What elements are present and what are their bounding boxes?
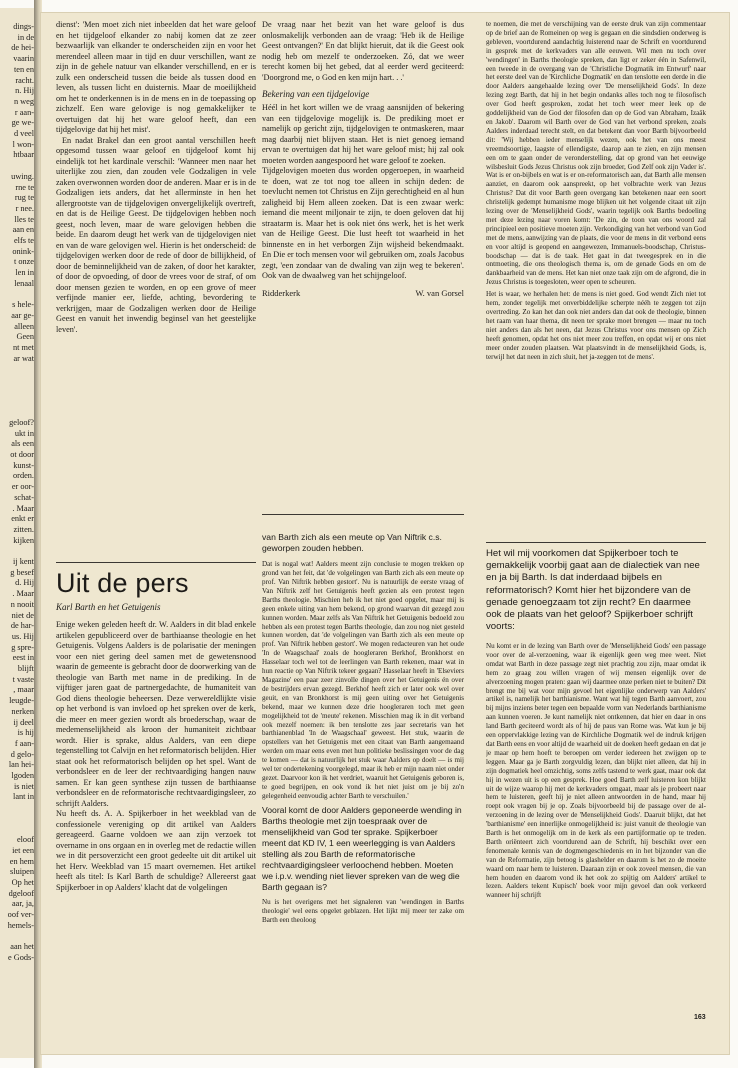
left-page-fragment: t onze [13,257,34,267]
left-page-fragment: elfs te [13,236,34,245]
left-page-fragment: r aan- [14,107,34,117]
column-1-top [56,20,256,560]
left-page-fragment: uwing. [11,171,34,181]
left-page-fragment: aar, ja, [11,899,34,909]
left-page-fragment: er oor- [11,482,34,492]
section-rule-right [486,542,706,543]
col2-paragraph: Héél in het kort willen we de vraag aansnijden of bekering van een tijdgelovige mogelijk is. De prediking moet er namelijk op gericht zijn, tijdgelovigen te ontmaskeren, maar mag daarbij niet blijven staan. Het is niet genoeg iemand ervan te overtuigen dat hij het ware geloof mist; hij zal ook moeten worden aangespoord het ware geloof te zoeken. [262,103,464,165]
left-page-fragment: s hele- [12,300,34,310]
left-page-fragment: hemels- [7,920,34,930]
left-page-fragment: len in [15,268,34,278]
left-page-fragment: ar wat [13,353,34,363]
left-page-fragment: geloof? [9,417,34,427]
left-page-fragment: us. Hij [11,631,34,641]
left-page-fragment: nt met [13,343,34,352]
column-3-bottom [486,642,706,1022]
left-page-fragment: iet een [12,845,34,855]
left-page-fragment: oof ver- [7,910,34,920]
column-2-top [262,20,464,510]
signature-place: Ridderkerk [262,287,301,298]
left-page-fragment: ij kent [13,557,34,566]
left-page-fragment: lles te [14,214,34,224]
left-page-fragment: orden. [13,471,34,481]
left-page-fragment: aan en [12,225,34,235]
col1-paragraph: dienst': 'Men moet zich niet inbeelden dat het ware geloof en het tijdgeloof elkander zo nabij komen dat ze zeer bezwaarlijk van elkander te onderscheiden zijn en voor het merendeel alleen maar in tijd en duur verschillen, want ze zijn in de gehele natuur van elkander verschillend, en er is zulk een onderscheid tussen die beide als tussen dood en leven, als tussen licht en duisternis. Maar de moeilijkheid om het te onderkennen is in de mens en in de toepassing op zichzelf. Een ware gelovige is nog gemakkelijker te overtuigen dat hij het ware geloof heeft, dan een tijdgelovige dat hij het mist'. [56,20,256,134]
left-page-fragment: Geen [16,332,34,342]
lead-text: Het wil mij voorkomen dat Spijkerboer toch te gemakkelijk voorbij gaat aan de dialectiek van nee en ja bij Barth. Is dat inderdaad bijbels en reformatorisch? Komt hier het bijzondere van de genade genoegzaam tot zijn recht? En daarmee ook de plaats van het geloof? Spijkerboer schrijft voorts: [486,548,700,633]
section-kicker: Karl Barth en het Getuigenis [56,602,161,612]
left-page-fragment: leugde- [9,696,34,706]
left-page-fragment: alleen [14,321,34,331]
left-page-fragment: ten en [13,64,34,74]
left-page-fragment: , maar [13,685,34,695]
left-page-fragment: d veel [13,129,34,138]
left-page-fragment: n nooit [10,599,34,609]
col1-paragraph: En nadat Brakel dan een groot aantal verschillen heeft opgesomd tussen waar geloof en tijdgeloof komt hij eindelijk tot het kardinale verschil: 'Wanneer men naar het uiterlijke zou zien, dan zouden vele Godzaligen in vele zaken overwonnen worden door de anderen. Maar er is in de Godzaligen iets anders, dat het allerminste in hen het allergrootste van de tijdgelovigen onvergelijkelijk overtreft, en dat is de Heilige Geest. De tijdgelovigen hebben noch geest, noch leven, maar de ware gelovigen hebben die beide. En daarom deugt het werk van de tijdgelovigen niet en van de ware gelovigen wel. Hierin is het onderscheid: de tijdgelovigen werken door de rede of door de billijkheid, of door de beminnelijkheid van de zaken, of door het karakter, of door de opvoeding, of door de vrees voor de straf, of om door mensen gezien te worden, en op een grove of meer verfijnde manier eer, liefde, achting, bevordering te verkrijgen, maar de Godzaligen werken door de Heilige Geest en vanuit het inwendig beginsel van het geestelijke leven'. [56,135,256,334]
left-page-fragment: l won- [12,139,34,149]
left-page-fragment: dings- [13,22,34,31]
col2-paragraph: Tijdgelovigen moeten dus worden opgeroepen, in waarheid te doen, wat ze tot nog toe alleen in schijn deden: de toevlucht nemen tot Christus en Zijn gerechtigheid en al hun zaligheid bij Hem alleen zoeken. Dat is een zwaar werk: iemand die meent miljonair te zijn, te doen geloven dat hij straatarm is. Maar het is ook niet óns werk, het is het werk van de Heilige Geest. Die lust heeft tot waarheid in het binnenste en in het verborgen Zijn wijsheid bekendmaakt. En Die er toch mensen voor wil gebruiken om, zoals Jacobus zegt, 'een zondaar van de dwaling van zijn weg te bekeren'. Ook van de dwaalweg van het schijngeloof. [262,166,464,280]
left-page-fragment: . Maar [12,503,34,513]
left-page-fragment: niet de [11,610,34,620]
left-page-fragment: racht. [15,75,34,85]
col3-paragraph: te noemen, die met de verschijning van de eerste druk van zijn commentaar op de brief aan de Romeinen op weg is gegaan en die sindsdien onderweg is gebleven, voortdurend aandachtig luisterend naar de Schrift en voortdurend in gesprek met de kerkvaders van alle eeuwen. Wil men nu toch over 'wendingen' in Barths theologie spreken, dan ligt er zeker één in Safenwil, een tweede in de overgang van de 'Christliche Dogmatik im Entwurf' naar het eerste deel van de 'Kirchliche Dogmatik' en dan tenslotte een derde in die door Aalders aangehaalde lezing over 'De menselijkheid Gods'. In deze lezing zegt Barth, dat hij in het begin ondanks alles toch nog te filosofisch over God heeft gesproken, zodat het toch weer meer leek op de goddelijkheid van de God der filosofen dan op de God van Abraham, Izaäk en Jakob'. Daarom wil Barth over de God van het verbond spreken, zoals Aalders inderdaad terecht stelt, en dat betekent dan voor Barth bijvoorbeeld dit: 'Wij hebben ieder menselijk wezen, ook het van ons meest vreemdsoortige, laagste of ellendigste, daarop aan te zien, en zijn mensen een om te gaan onder de veronderstelling, dat op grond van het eeuwige wilsbesluit Gods Jezus Christus ook zijn broeder, God Zelf ook zijn Vader is'. Wat is er on-bijbels en wat is er on-reformatorisch aan, dat Barth alle mensen aanziet, en daarom ook aanspreekt, op het volbrachte werk van Jezus Christus? Dat dit voor Barth geen overgang kan betekenen naar een soort christelijk gedempt humanisme moge blijken uit het volgende citaat uit zijn lezing over de 'Menselijkheid Gods', waarin tegelijk ook Barths bedoeling met deze lezing naar voren komt: 'De zin, de toon van ons woord zal principieel een positieve moeten zijn. Verkondiging van het verbond van God met de mens, aanwijzing van de plaats, die voor de mens in dit verbond eens en voor altijd is geopend en aangewezen, Immanuels-boodschap, Christus-boodschap — dat is de taak. Het gaat in dat tweegesprek en in die ontmoeting, die ons theologisch thema is, om de genade Gods en om de dankbaarheid van de mens. Het kan niet onze taak zijn om de afgrond, die in Jezus Christus is toegesloten, weer open te scheuren. [486,20,706,287]
left-page-fragment: rug te [14,193,34,203]
left-page-fragment: als een [11,439,34,449]
left-page-fragment: de har- [10,621,34,631]
left-page-fragment: dgeloof [8,888,34,898]
quote-text: Dat is nogal wat! Aalders meent zijn conclusie te mogen trekken op grond van het feit, dat 'de volgelingen van Barth zich als een meute op prof. Van Niftrik hebben gestort'. Nu is natuurlijk de eerste vraag of Van Niftrik zelf het Getuigenis heeft gezien als een protest tegen Barths theologie. Mischien heb ik het niet goed opgelet, maar mij is geen enkele uiting van hem bekend, op grond waarvan dit gezegd zou kunnen worden. Maar zelfs als Van Niftrik het Getuigenis bedoeld zou hebben als een protest tegen Barths theologie, dan zou nog niet gesteld kunnen worden, dat 'de volgelingen van Barth zich als een meute op prof. Van Niftrik hebben gestort'. We mogen redacteuren van het oude 'In de Waagschaal' zoals de hoogleraren Berkhof, Bronkhorst en Hasselaar toch wel tot de leerlingen van Barth rekenen, maar wat in hun reactie op Van Niftrik tekeer gegaan? Hasselaar heeft in 'Elseviers Magazine' een paar zeer zinvolle dingen over het Getuigenis én over de bestrijders ervan gezegd. Berkhof heeft zich er later ook wel over geuit, en van Bronkhorst is mij geen uiting over het Getuigenis bekend, maar we kunnen deze drie hoogleraren toch met geen mogelijkheid tot de 'meute' rekenen. Misschien mag ik in dit verband ook mezelf noemen: ik ben tenslotte zes jaar secretaris van het barthianenblad 'In de Waagschaal' geweest. Het stuk, waarin de opstellers van het Getuigenis met een citaat van Barth aangemaand werden om maar eens even met hun politieke beslissingen voor de dag te komen — dat is natuurlijk het stuk waar Aalders op doelt — is mij wel ter ondertekening voorgelegd, maar ik heb er mijn naam niet onder gezet. Daarvoor kon ik het verdriet, waaruit het Getuigenis geboren is, te goed begrijpen, en ook vond ik het niet juist om je bij zo'n gelegenheid eenvoudig achter Barth te verschuilen.' [262,560,464,800]
lead-text: van Barth zich als een meute op Van Niftrik c.s. geworpen zouden hebben. [262,532,442,554]
left-page-fragment: lan hei- [8,760,34,770]
left-page-fragment: onink- [12,246,34,256]
left-page-fragment: . Maar [12,589,34,599]
left-page-fragment: eloof [16,835,34,845]
left-page-fragment: kijken [13,535,34,545]
left-page-fragment: lenaal [14,278,34,288]
left-page-fragment: e Gods- [7,952,34,962]
left-page-fragment: kunst- [13,460,34,470]
column-3-lead [486,548,706,640]
left-page-fragment: aan het [10,942,34,952]
column-2-bottom [262,532,464,1038]
page-number: 163 [694,1014,706,1021]
left-page-fragment: ge we- [11,118,34,128]
left-page-fragment: de hei- [11,43,34,53]
quote-text: Nu komt er in de lezing van Barth over de 'Menselijkheid Gods' een passage voor over de al-verzoening, waar ik eigenlijk geen weg mee weet. Niet omdat wat Barth in deze passage zegt niet prachtig zou zijn, maar omdat ik hem zo graag zou willen vragen of wij mensen eigenlijk over de alverzoening mogen praten: gaan wij daarmee onze perken niet te buiten? Dit brengt me bij wat voor mijn gevoel het eigenlijke onderwerp van Aalders' artikel is, namelijk het barthianisme. Want wat hij tegen Barth aanvoert, zou bij mijns inziens beter tegen een bepaalde vorm van Nederlands barthianisme aan kunnen voeren. Je kunt namelijk niet ontkennen, dat hier en daar in ons land Barth geciteerd wordt als of hij de paus van Rome was. Wat kun je bij een oppervlakkige lezing van de Kirchliche Dogmatik wel de indruk krijgen dat Barth eens en voor altijd de waarheid uit de doeken heeft gedaan en dat je je maar op hem hoeft te beroepen om verder iedereen het zwijgen op te leggen. Maar ga je Barth zorgvuldig lezen, dan blijkt niet alleen, dat hij in zijn dogmatiek heel omzichtig, soms zelfs tastend te werk gaat, maar ook dat hij in wezen uit is op een gesprek. Hoe goed Barth zelf luisteren kon blijkt uit de wijze waarop hij met de kerkvaders omgaat, maar als je probeert naar hem te luisteren, geeft hij je niet alleen antwoorden in de hand, maar hij roept ook vragen bij je op. Zoals bijvoorbeeld bij de passage over de al-verzoening in de lezing over de 'Menselijkheid Gods'. Daaruit blijkt, dat het 'barthianisme' een innerlijke onmogelijkheid is: juist vanuit de theologie van Barth is het onmogelijk om in de kerk als een partijformatie op te treden. Barth oriënteert zich voortdurend aan de Schrift, hij beschikt over een fenomenale kennis van de dogmengeschiedenis en in het bijzonder van die van de Reformatie, zijn betoog is glashelder en daarom is het zo de moeite waard om naar hem te luisteren. Daaraan zijn er ook zoveel mensen, die van hem houden en daarom vond ik het ook zo spijtig om Aalders' artikel te lezen. Aalders tekent Kupisch' boek voor mijn gevoel dan ook verkeerd wanneer hij schrijft [486,642,706,900]
left-page-fragment: g besef [10,567,34,577]
left-page-fragment: nerken [11,706,34,716]
left-page-fragment: eest in [12,653,34,663]
section-rule-middle [262,514,464,515]
subheading: Bekering van een tijdgelovige [262,89,370,99]
left-page-fragment: zitten. [13,524,34,534]
left-page-fragment: ot door [10,450,34,459]
col1b-paragraph: Enige weken geleden heeft dr. W. Aalders in dit blad enkele artikelen gepubliceerd over de barthiaanse theologie en het Getuigenis. Volgens Aalders is de polarisatie der meningen voor een niet gering deel samen met de gewetensnood waarin de gemeente is gebracht door de doorwerking van de theologie van Barth met name in de prediking. In de vijftiger jaren gaat de partnergedachte, de humaniteit van God diens theologie beheersen. Deze verwereldlijkte visie op het verbond is van invloed op het spreken over de kerk, die meer en meer gezien wordt als broederschap, waar de medemenselijkheid als kroon der humaniteit zichtbaar wordt. Hier is sprake, aldus Aalders, van een diepe tegenstelling tot Calvijn en het reformatorisch belijden. Hier staat ook het reformatorisch belijden op het spel. Want de verbondsleer en de leer der rechtvaardiging hangen nauw samen. Er kan geen synthese zijn tussen de barthiaanse verbondsleer en de reformatorische rechtvaardigingsleer, zo schrijft Aalders. [56,620,256,808]
left-page-edge [0,8,36,1058]
col3-paragraph: Het is waar, we herhalen het: de mens is niet goed. God wendt Zich niet tot hem, zonder tegelijk met onverbiddelijke scherpte nééh te zeggen tot zijn overtreding. Zo kan het dan ook niet anders dan dat ook de theologie, binnen het raam van haar thema, dit neen ter sprake moet brengen — maar nu toch niet anders dan als het neen, dat Jezus Christus voor ons mensen op Zich heeft genomen, opdat het ons niet meer zou treffen, en opdat wij er ons niet meer onder zouden plaatsen. Wat plaatsvindt in de menselijkheid Gods, is, terwijl het dat neen in zich sluit, het ja-zeggen tot de mens'. [486,290,706,361]
left-page-fragment: sluipen [10,867,34,877]
left-page-fragment: enkt er [11,514,34,524]
signature [262,288,464,298]
left-page-fragment: lgoden [11,771,34,780]
section-headline: Uit de pers [56,568,189,598]
signature-name: W. van Gorsel [415,287,464,298]
left-page-fragment: htbaar [13,150,34,160]
left-page-fragment: d. Hij [15,578,34,588]
left-page-fragment: aar ge- [11,310,34,320]
left-page-fragment: Op het [11,878,34,887]
left-page-fragment: ij deel [13,717,34,727]
left-page-fragment: blijft [17,664,34,673]
section-rule-left [56,562,256,563]
left-page-fragment: en hem [9,856,34,866]
left-page-fragment: t vaste [12,674,34,684]
lead-text: Vooral komt de door Aalders geponeerde wending in Barths theologie met zijn toespraak over de menselijkheid van God ter sprake. Spijkerboer meent dat KD IV, 1 een weerlegging is van Aalders stelling als zou Barth de reformatorische rechtvaardigingsleer verloochend hebben. Moeten we i.p.v. wending niet liever spreken van de weg die Barth gegaan is? [262,804,462,893]
left-page-fragment: lant in [13,792,34,802]
quote-text: Nu is het overigens met het signaleren van 'wendingen in Barths theologie' wel eens opgelet geblazen. Het lijkt mij meer ter zake om Barth een theoloog [262,898,464,925]
column-3-top [486,20,706,540]
left-page-fragment: is hij [17,728,34,738]
col2-paragraph: De vraag naar het bezit van het ware geloof is dus onlosmakelijk verbonden aan de vraag: 'Heb ik de Heilige Geest ontvangen?' En dat blijkt hieruit, dat ik die Geest ook nodig heb om mezelf te onderzoeken. Zó, dat we weer terecht komen bij het gebed, dat al eerder werd geciteerd: 'Doorgrond me, o God en ken mijn hart. . .' [262,20,464,82]
left-page-fragment: in de [17,32,34,42]
left-page-fragment: r nee. [15,203,34,213]
left-page-fragment: n weg [13,96,34,106]
left-page-fragment: is niet [13,781,34,791]
left-page-fragment: g spre- [11,642,34,652]
left-page-fragment: f aan- [14,738,34,748]
left-page-fragment: schat- [14,492,34,502]
col1b-paragraph: Nu heeft ds. A. A. Spijkerboer in het weekblad van de confessionele vereniging op dit artikel van Aalders gereageerd. Gaarne voldoen we aan zijn verzoek tot overname in ons orgaan en in overleg met de redactie willen we in dit persoverzicht een groot gedeelte uit dit artikel uit het Herv. Weekblad van 15 maart overnemen. Het artikel heeft als titel: Is Karl Barth de schuldige? Allereerst gaat Spijkerboer in op Aalders' klacht dat de volgelingen [56,809,256,892]
left-page-fragment: d gelo- [10,749,34,759]
left-page-fragment: ukt in [14,428,34,438]
left-page-fragment: vaarin [13,54,34,64]
left-page-fragment: n. Hij [15,86,34,96]
left-page-fragment: rne te [15,182,34,192]
column-1-bottom [56,620,256,1038]
